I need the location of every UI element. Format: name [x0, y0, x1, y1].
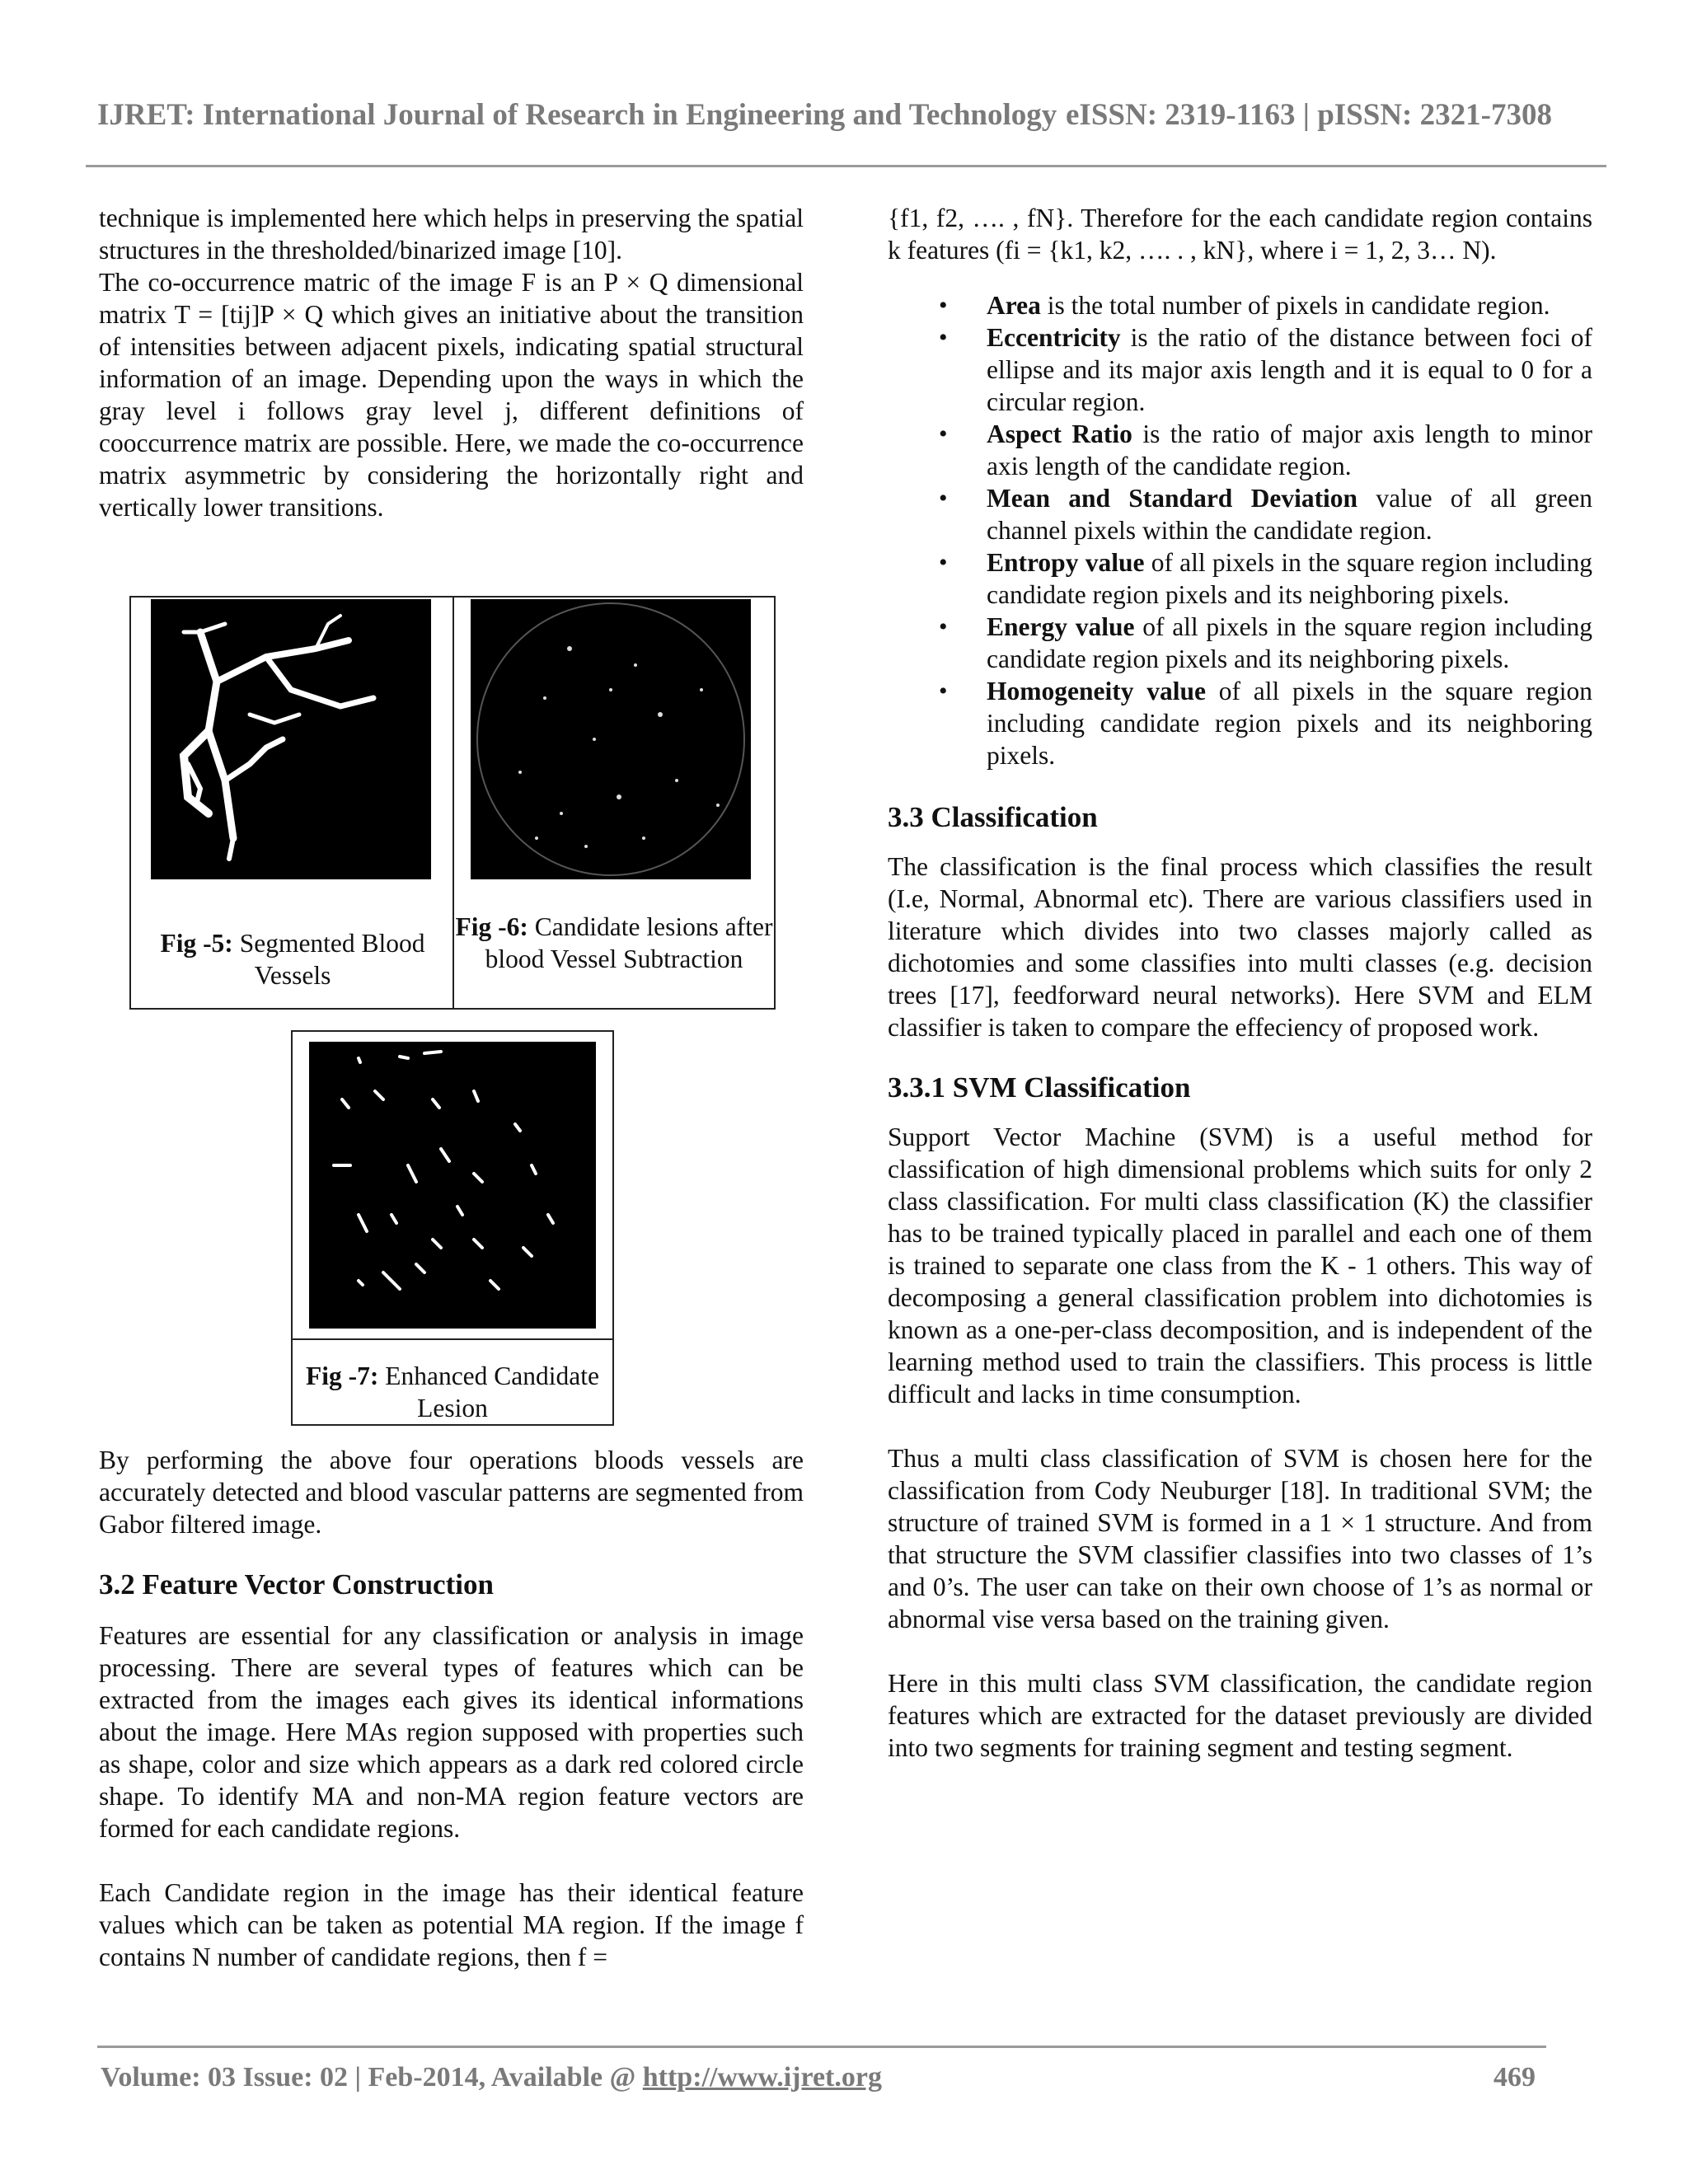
paragraph: Thus a multi class classification of SVM is chosen here for the classification from Cody Neuburger [18]. In traditional SVM; the structure of trained SVM is formed in a 1 × 1 structure. And from that structure the SVM classifier classifies into two classes of 1’s and 0’s. The user can take on their own choose of 1’s as normal or abnormal vise versa based on the training given. [888, 1444, 1592, 1633]
feature-list [888, 289, 1592, 771]
paragraph: Here in this multi class SVM classification, the candidate region features which are extracted for the dataset previously are divided into two segments for training segment and testing segment. [888, 1669, 1592, 1762]
header-rule [86, 165, 1606, 167]
fig7-enhanced-lesion-image [309, 1042, 596, 1329]
figure-7-box [291, 1030, 614, 1426]
issn-info: eISSN: 2319-1163 | pISSN: 2321-7308 [1066, 98, 1552, 132]
paragraph: Features are essential for any classification or analysis in image processing. There are several types of features which can be extracted from the images each gives its identical informations about the image. Here MAs region supposed with properties such as shape, color and size which appears as a dark red colored circle shape. To identify MA and non-MA region feature vectors are formed for each candidate regions. [99, 1621, 804, 1843]
list-item: • Energy value of all pixels in the square region including candidate region pixels and its neighboring pixels. [888, 611, 1592, 675]
paragraph: The co-occurrence matric of the image F is an P × Q dimensional matrix T = [tij]P × Q which gives an initiative about the transition of intensities between adjacent pixels, indicating spatial structural information of an image. Depending upon the ways in which the gray level i follows gray level j, different definitions of cooccurrence matrix are possible. Here, we made the co-occurrence matrix asymmetric by considering the horizontally right and vertically lower transitions. [99, 268, 804, 522]
paragraph: The classification is the final process which classifies the result (I.e, Normal, Abnormal etc). There are various classifiers used in literature which divides into two classes majorly called as dichotomies and some classifies into multi classes (e.g. decision trees [17], feedforward neural networks). Here SVM and ELM classifier is taken to compare the effeciency of proposed work. [888, 852, 1592, 1042]
journal-title: IJRET: International Journal of Research in Engineering and Technology [97, 98, 1057, 132]
running-header [97, 97, 1606, 133]
fig7-caption [293, 1360, 612, 1424]
footer-rule [97, 2046, 1546, 2048]
list-item: • Entropy value of all pixels in the square region including candidate region pixels and its neighboring pixels. [888, 546, 1592, 611]
left-column-lower [99, 1444, 804, 1973]
list-item: • Aspect Ratio is the ratio of major axis length to minor axis length of the candidate region. [888, 418, 1592, 482]
fig7-divider [293, 1338, 612, 1340]
list-item: • Area is the total number of pixels in candidate region. [888, 289, 1592, 321]
fig7-label: Fig -7: [305, 1361, 379, 1390]
fig5-caption [131, 927, 454, 991]
paragraph: {f1, f2, …. , fN}. Therefore for the each candidate region contains k features (fi = {k1, k2, …. . , kN}, where i = 1, 2, 3… N). [888, 204, 1592, 265]
fig5-segmented-vessels-image [151, 599, 431, 879]
section-heading-3-3: 3.3 Classification [888, 801, 1098, 833]
fig5-text: Segmented Blood Vessels [239, 929, 425, 990]
fig7-text: Enhanced Candidate Lesion [385, 1361, 599, 1422]
fig6-label: Fig -6: [455, 912, 528, 941]
journal-link[interactable]: http://www.ijret.org [642, 2062, 882, 2093]
figure-5-6-table [129, 596, 776, 1010]
section-heading-3-3-1: 3.3.1 SVM Classification [888, 1071, 1191, 1104]
list-item: • Mean and Standard Deviation value of all green channel pixels within the candidate region. [888, 482, 1592, 546]
page-number: 469 [1493, 2062, 1536, 2093]
left-column [99, 202, 804, 523]
paragraph: Each Candidate region in the image has their identical feature values which can be taken as potential MA region. If the image f contains N number of candidate regions, then f = [99, 1878, 804, 1971]
fig5-cell [131, 598, 454, 1008]
fig6-candidate-lesions-image [471, 599, 751, 879]
list-item: • Eccentricity is the ratio of the distance between foci of ellipse and its major axis length and it is equal to 0 for a circular region. [888, 321, 1592, 418]
fig5-label: Fig -5: [160, 929, 233, 958]
fig6-text: Candidate lesions after blood Vessel Subtraction [485, 912, 773, 973]
list-item: • Homogeneity value of all pixels in the square region including candidate region pixels and its neighboring pixels. [888, 675, 1592, 771]
fig6-caption [454, 911, 774, 975]
paragraph: technique is implemented here which helps in preserving the spatial structures in the thresholded/binarized image [10]. [99, 204, 804, 265]
footer-volume: Volume: 03 Issue: 02 | Feb-2014, Available @ [101, 2062, 643, 2093]
footer [101, 2062, 882, 2093]
fig6-cell [454, 598, 774, 1008]
right-column [888, 202, 1592, 1764]
paragraph: By performing the above four operations bloods vessels are accurately detected and blood vascular patterns are segmented from Gabor filtered image. [99, 1446, 804, 1539]
paragraph: Support Vector Machine (SVM) is a useful method for classification of high dimensional problems which suits for only 2 class classification. For multi class classification (K) the classifier has to be trained typically placed in parallel and each one of them is trained to separate one class from the K - 1 others. This way of decomposing a general classification problem into dichotomies is known as a one-per-class decomposition, and is independent of the learning method used to train the classifiers. This process is little difficult and lacks in time consumption. [888, 1122, 1592, 1408]
section-heading-3-2: 3.2 Feature Vector Construction [99, 1568, 494, 1601]
